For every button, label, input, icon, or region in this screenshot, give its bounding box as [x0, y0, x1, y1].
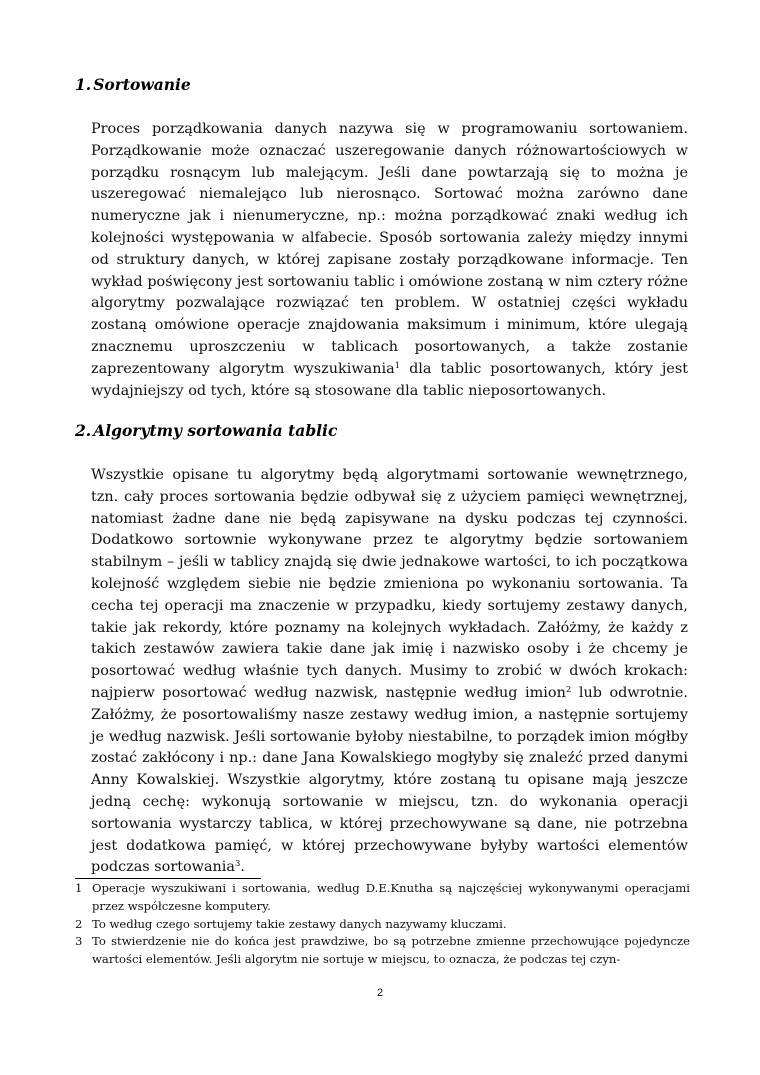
footnote-text: To według czego sortujemy takie zestawy danych nazywamy kluczami.: [92, 916, 507, 931]
section-1-paragraph: [91, 119, 688, 402]
footnote-1: [75, 880, 690, 916]
footnote-2: [75, 916, 690, 934]
section-1-heading: [75, 75, 191, 95]
footnote-number: 1: [75, 881, 83, 895]
footnote-number: 3: [75, 934, 83, 949]
footnote-text: Operacje wyszukiwani i sortowania, według D.E.Knutha są najczęściej wykonywanymi operacjami przez współczesne komputery.: [92, 881, 690, 913]
page-number: 2: [376, 987, 384, 999]
section-2-text-b: lub odwrotnie. Załóżmy, że posortowaliśmy nasze zestawy według imion, a następnie sortujemy je według nazwisk. Jeśli sortowanie byłoby niestabilne, to porządek imion mógłby zostać zakłócony i np.: dane Jana Kowalskiego mogłyby się znaleźć przed danymi Anny Kowalskiej. Wszystkie algorytmy, które zostaną tu opisane mają jeszcze jedną cechę: wykonują sortowanie w miejscu, tzn. do wykonania operacji sortowania wystarczy tablica, w której przechowywane są dane, nie potrzebna jest dodatkowa pamięć, w której przechowywane byłyby wartości elementów podczas sortowania: [91, 684, 688, 876]
footnote-divider: [75, 878, 261, 879]
footnotes-list: [75, 880, 690, 969]
footnote-ref-3[interactable]: 3: [235, 859, 241, 870]
section-2-text-c: .: [240, 859, 245, 876]
section-1-title: Sortowanie: [93, 75, 191, 94]
section-1-number: 1.: [75, 75, 92, 94]
footnote-ref-1[interactable]: 1: [394, 360, 401, 371]
section-1-text-a: Proces porządkowania danych nazywa się w programowaniu sortowaniem. Porządkowanie może oznaczać uszeregowanie danych różnowartościowych w porządku rosnącym lub malejącym. Jeśli dane powtarzają się to można je uszeregować niemalejąco lub nierosnąco. Sortować można zarówno dane numeryczne jak i nienumeryczne, np.: można porządkować znaki według ich kolejności występowania w alfabecie. Sposób sortowania zależy między innymi od struktury danych, w której zapisane zostały porządkowane informacje. Ten wykład poświęcony jest sortowaniu tablic i omówione zostaną w nim cztery różne algorytmy pozwalające rozwiązać ten problem. W ostatniej części wykładu zostaną omówione operacje znajdowania maksimum i minimum, które ulegają znacznemu uproszczeniu w tablicach posortowanych, a także zostanie zaprezentowany algorytm wyszukiwania: [91, 121, 688, 377]
section-2-heading: [75, 421, 337, 441]
section-2-paragraph: [91, 465, 688, 879]
section-2-text-a: Wszystkie opisane tu algorytmy będą algorytmami sortowanie wewnętrznego, tzn. cały proces sortowania będzie odbywał się z użyciem pamięci wewnętrznej, natomiast żadne dane nie będą zapisywane na dysku podczas tej czynności. Dodatkowo sortownie wykonywane przez te algorytmy będzie sortowaniem stabilnym – jeśli w tablicy znajdą się dwie jednakowe wartości, to ich początkowa kolejność względem siebie nie będzie zmieniona po wykonaniu sortowania. Ta cecha tej operacji ma znaczenie w przypadku, kiedy sortujemy zestawy danych, takie jak rekordy, które poznamy na kolejnych wykładach. Załóżmy, że każdy z takich zestawów zawiera takie dane jak imię i nazwisko osoby i że chcemy je posortować według właśnie tych danych. Musimy to zrobić w dwóch krokach: najpierw posortować według nazwisk, następnie według imion: [91, 467, 688, 701]
section-2-title: Algorytmy sortowania tablic: [93, 421, 338, 440]
footnote-ref-2[interactable]: 2: [565, 684, 572, 695]
section-1-text-b: dla tablic posortowanych, który jest wydajniejszy od tych, które są stosowane dla tablic nieposortowanych.: [91, 360, 688, 399]
footnote-number: 2: [75, 916, 83, 931]
footnote-3: [75, 933, 690, 969]
section-2-number: 2.: [75, 421, 92, 440]
footnote-text: To stwierdzenie nie do końca jest prawdziwe, bo są potrzebne zmienne przechowujące pojedyncze wartości elementów. Jeśli algorytm nie sortuje w miejscu, to oznacza, że podczas tej czyn-: [92, 934, 690, 967]
